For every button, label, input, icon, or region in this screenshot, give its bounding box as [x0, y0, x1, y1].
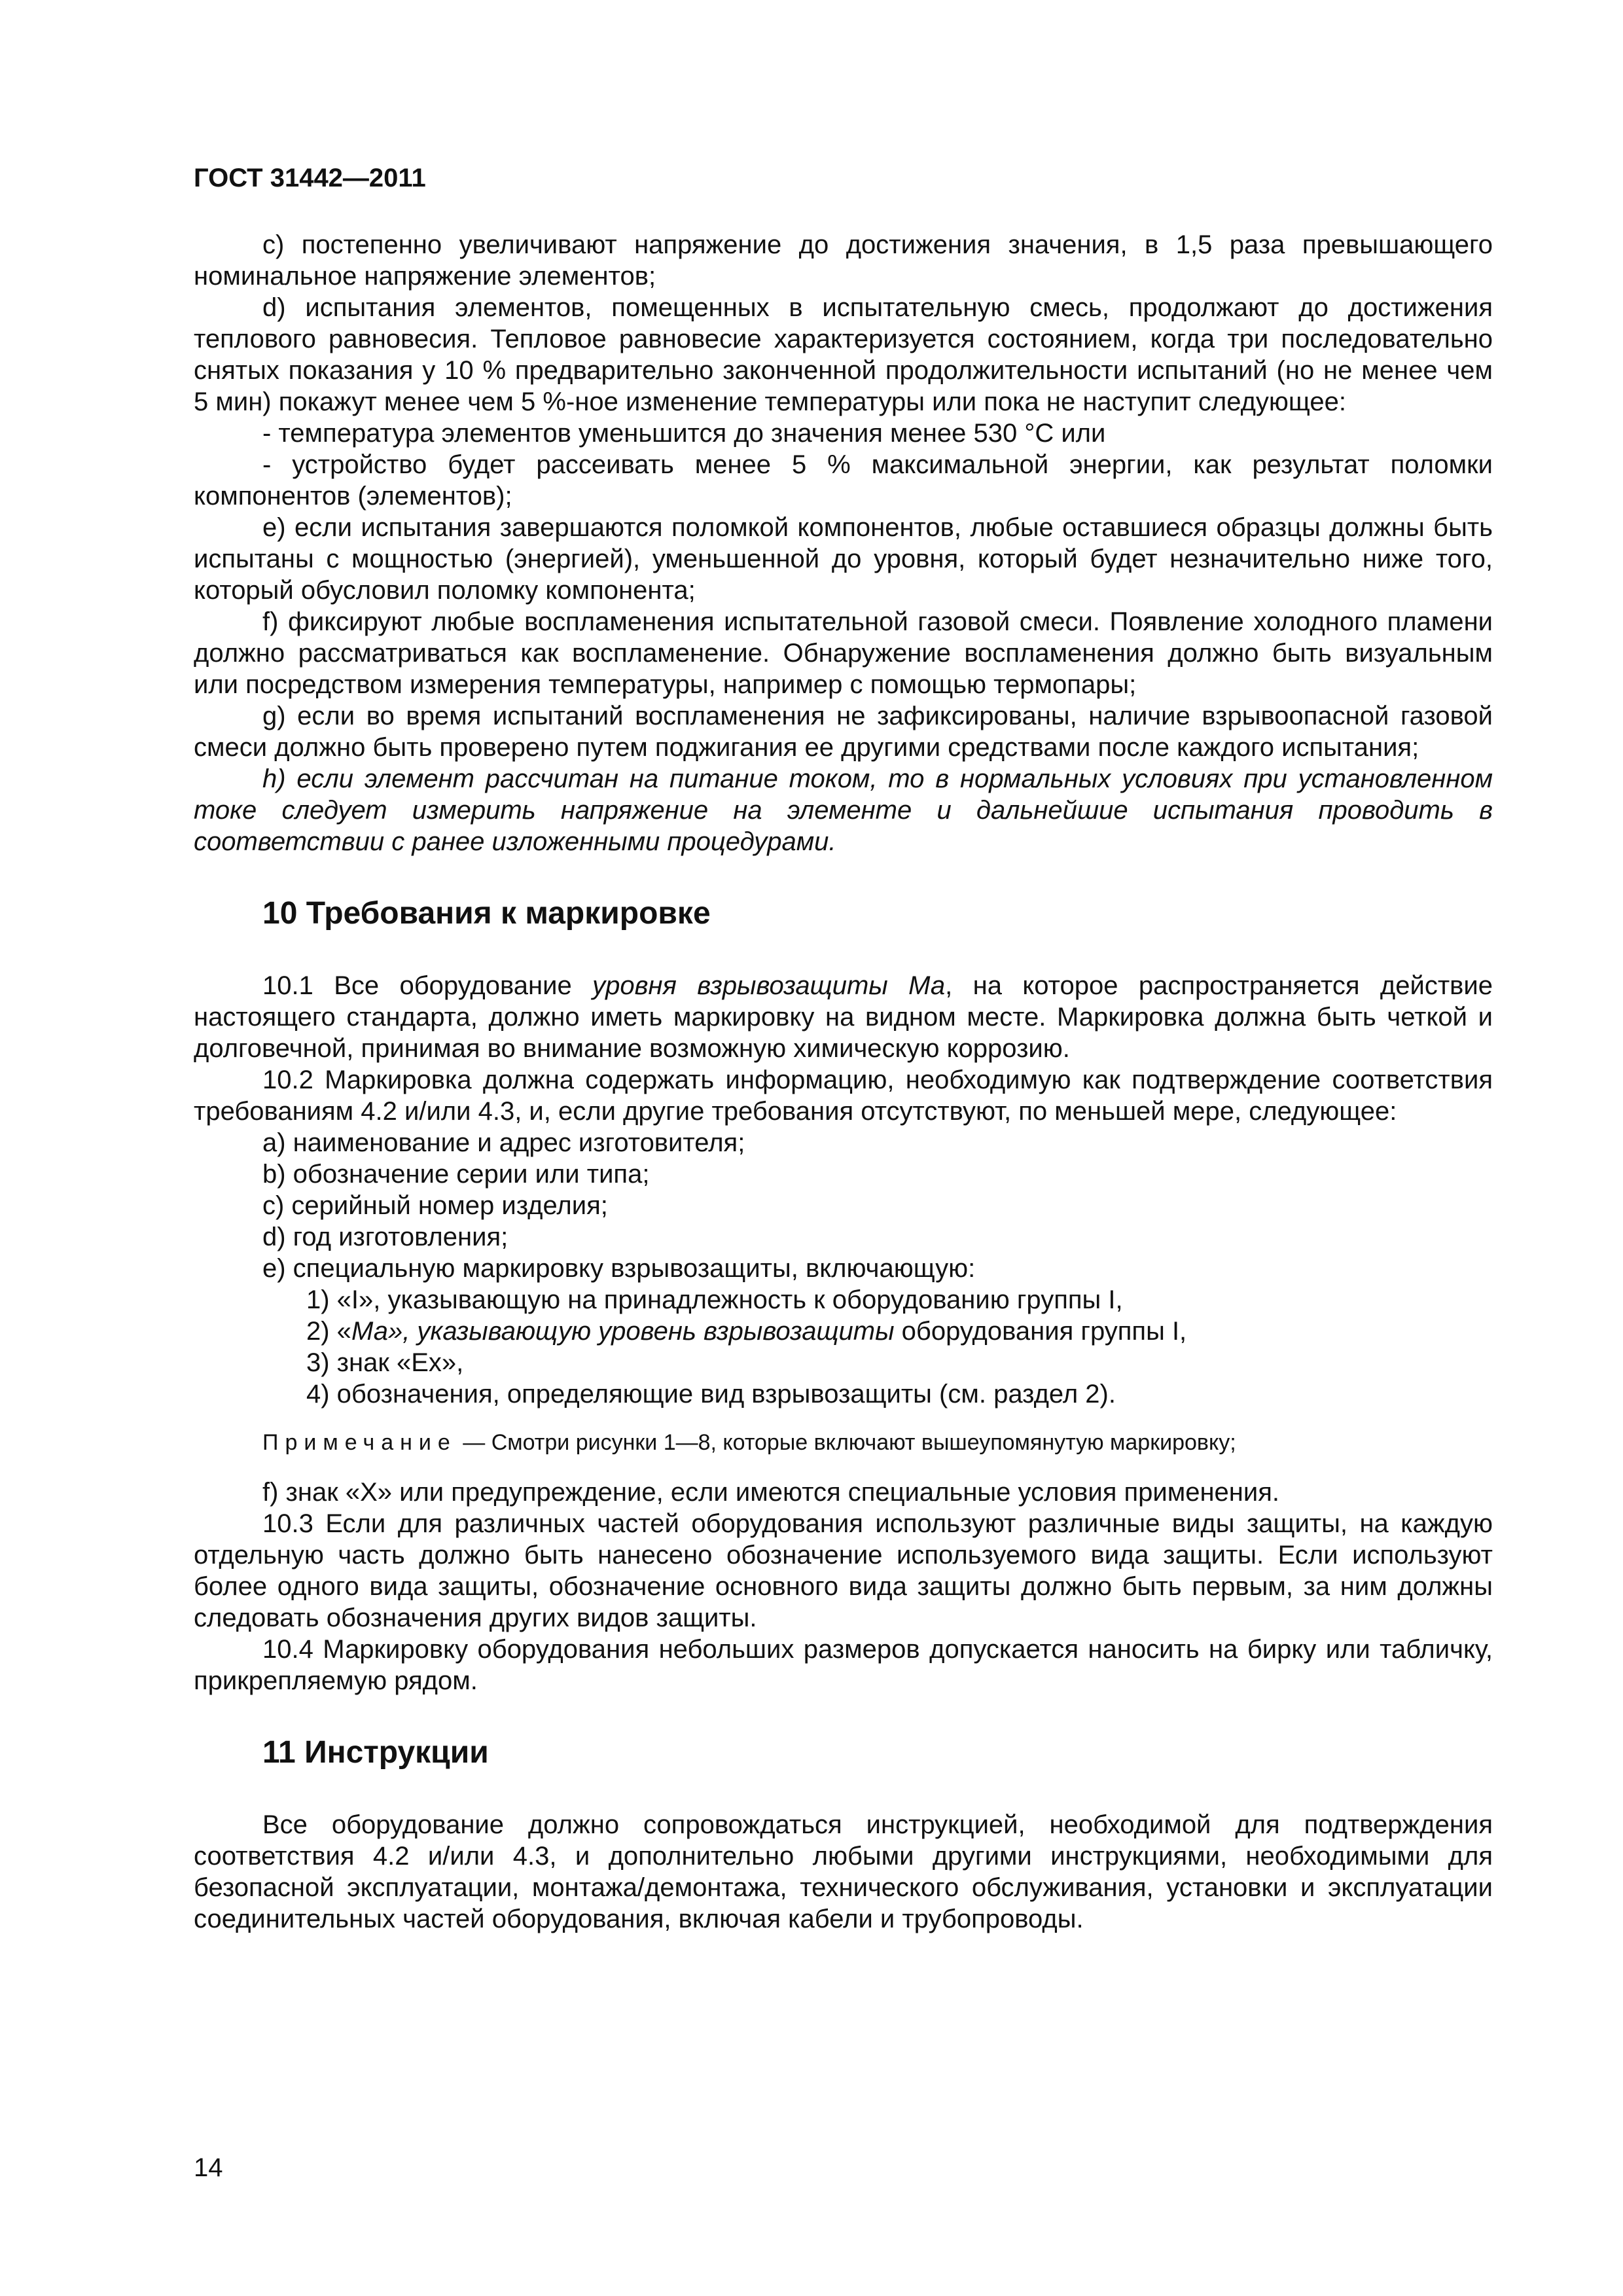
item-d: d) испытания элементов, помещенных в испытательную смесь, продолжают до достижения теплового равновесия. Тепловое равновесие характеризуется состоянием, когда три последовательно снятых показания у 10 % предварительно законченной продолжительности испытаний (но не менее чем 5 мин) покажут менее чем 5 %-ное изменение температуры или пока не наступит следующее:	[194, 293, 1493, 416]
item-e: e) если испытания завершаются поломкой компонентов, любые оставшиеся образцы должны быть испытаны с мощностью (энергией), уменьшенной до уровня, который будет незначительно ниже того, который обусловил поломку компонента;	[194, 513, 1493, 605]
item-d-dash-2: - устройство будет рассеивать менее 5 % максимальной энергии, как результат поломки компонентов (элементов);	[194, 450, 1493, 511]
list-item-c: c) серийный номер изделия;	[262, 1191, 608, 1220]
section-11-text: Все оборудование должно сопровождаться инструкцией, необходимой для подтверждения соответствия 4.2 и/или 4.3, и дополнительно любыми другими инструкциями, необходимыми для безопасной эксплуатации, монтажа/демонтажа, технического обслуживания, установки и эксплуатации соединительных частей оборудования, включая кабели и трубопроводы.	[194, 1810, 1493, 1933]
list-item-b: b) обозначение серии или типа;	[262, 1160, 650, 1189]
list-item-a: a) наименование и адрес изготовителя;	[262, 1128, 745, 1157]
item-c: c) постепенно увеличивают напряжение до достижения значения, в 1,5 раза превышающего номинальное напряжение элементов;	[194, 230, 1493, 291]
paragraph-10-2: 10.2 Маркировка должна содержать информацию, необходимую как подтверждение соответствия требованиям 4.2 и/или 4.3, и, если другие требования отсутствуют, по меньшей мере, следующее:	[194, 1066, 1493, 1126]
section-10-heading: 10 Требования к маркировке	[262, 896, 711, 931]
sub-item-1: 1) «I», указывающую на принадлежность к оборудованию группы I,	[306, 1285, 1123, 1314]
item-f: f) фиксируют любые воспламенения испытательной газовой смеси. Появление холодного пламени должно рассматриваться как воспламенение. Обнаружение воспламенения должно быть визуальным или посредством измерения температуры, например с помощью термопары;	[194, 607, 1493, 699]
sub-item-2-text: 2) «	[306, 1317, 351, 1346]
item-d-dash-1: - температура элементов уменьшится до значения менее 530 °C или	[262, 419, 1106, 448]
sub-item-2	[194, 1316, 1493, 1347]
sub-item-4: 4) обозначения, определяющие вид взрывозащиты (см. раздел 2).	[306, 1380, 1116, 1408]
sub-item-3: 3) знак «Ex»,	[306, 1348, 464, 1377]
sub-item-2-text-end: оборудования группы I,	[894, 1317, 1187, 1346]
paragraph-10-3: 10.3 Если для различных частей оборудования используют различные виды защиты, на каждую отдельную часть должно быть нанесено обозначение используемого вида защиты. Если используют более одного вида защиты, обозначение основного вида защиты должно быть первым, за ним должны следовать обозначения других видов защиты.	[194, 1509, 1493, 1632]
paragraph-10-1-italic: уровня взрывозащиты Ма	[592, 971, 946, 1000]
paragraph-10-1	[194, 970, 1493, 1064]
list-item-f: f) знак «X» или предупреждение, если имеются специальные условия применения.	[262, 1478, 1280, 1507]
note-text: — Смотри рисунки 1—8, которые включают вышеупомянутую маркировку;	[456, 1430, 1236, 1455]
page-number: 14	[194, 2153, 223, 2182]
section-11-heading: 11 Инструкции	[262, 1735, 489, 1770]
paragraph-10-1-text: 10.1 Все оборудование	[262, 971, 593, 1000]
paragraph-10-4: 10.4 Маркировку оборудования небольших размеров допускается наносить на бирку или табличку, прикрепляемую рядом.	[194, 1635, 1493, 1695]
paragraph-10-1-text-end: , на которое распространяется действие настоящего стандарта, должно иметь маркировку на видном месте. Маркировка должна быть четкой и долговечной, принимая во внимание возможную химическую коррозию.	[194, 971, 1493, 1063]
list-item-e: e) специальную маркировку взрывозащиты, включающую:	[262, 1254, 976, 1283]
document-header: ГОСТ 31442—2011	[194, 164, 426, 192]
note	[262, 1428, 1493, 1457]
item-g: g) если во время испытаний воспламенения не зафиксированы, наличие взрывоопасной газовой смеси должно быть проверено путем поджигания ее другими средствами после каждого испытания;	[194, 702, 1493, 762]
list-item-d: d) год изготовления;	[262, 1223, 508, 1251]
note-label: Примечание	[262, 1430, 457, 1455]
document-body	[194, 229, 1493, 1935]
item-h: h) если элемент рассчитан на питание током, то в нормальных условиях при установленном токе следует измерить напряжение на элементе и дальнейшие испытания проводить в соответствии с ранее изложенными процедурами.	[194, 764, 1493, 856]
sub-item-2-italic: Ма», указывающую уровень взрывозащиты	[351, 1317, 895, 1346]
